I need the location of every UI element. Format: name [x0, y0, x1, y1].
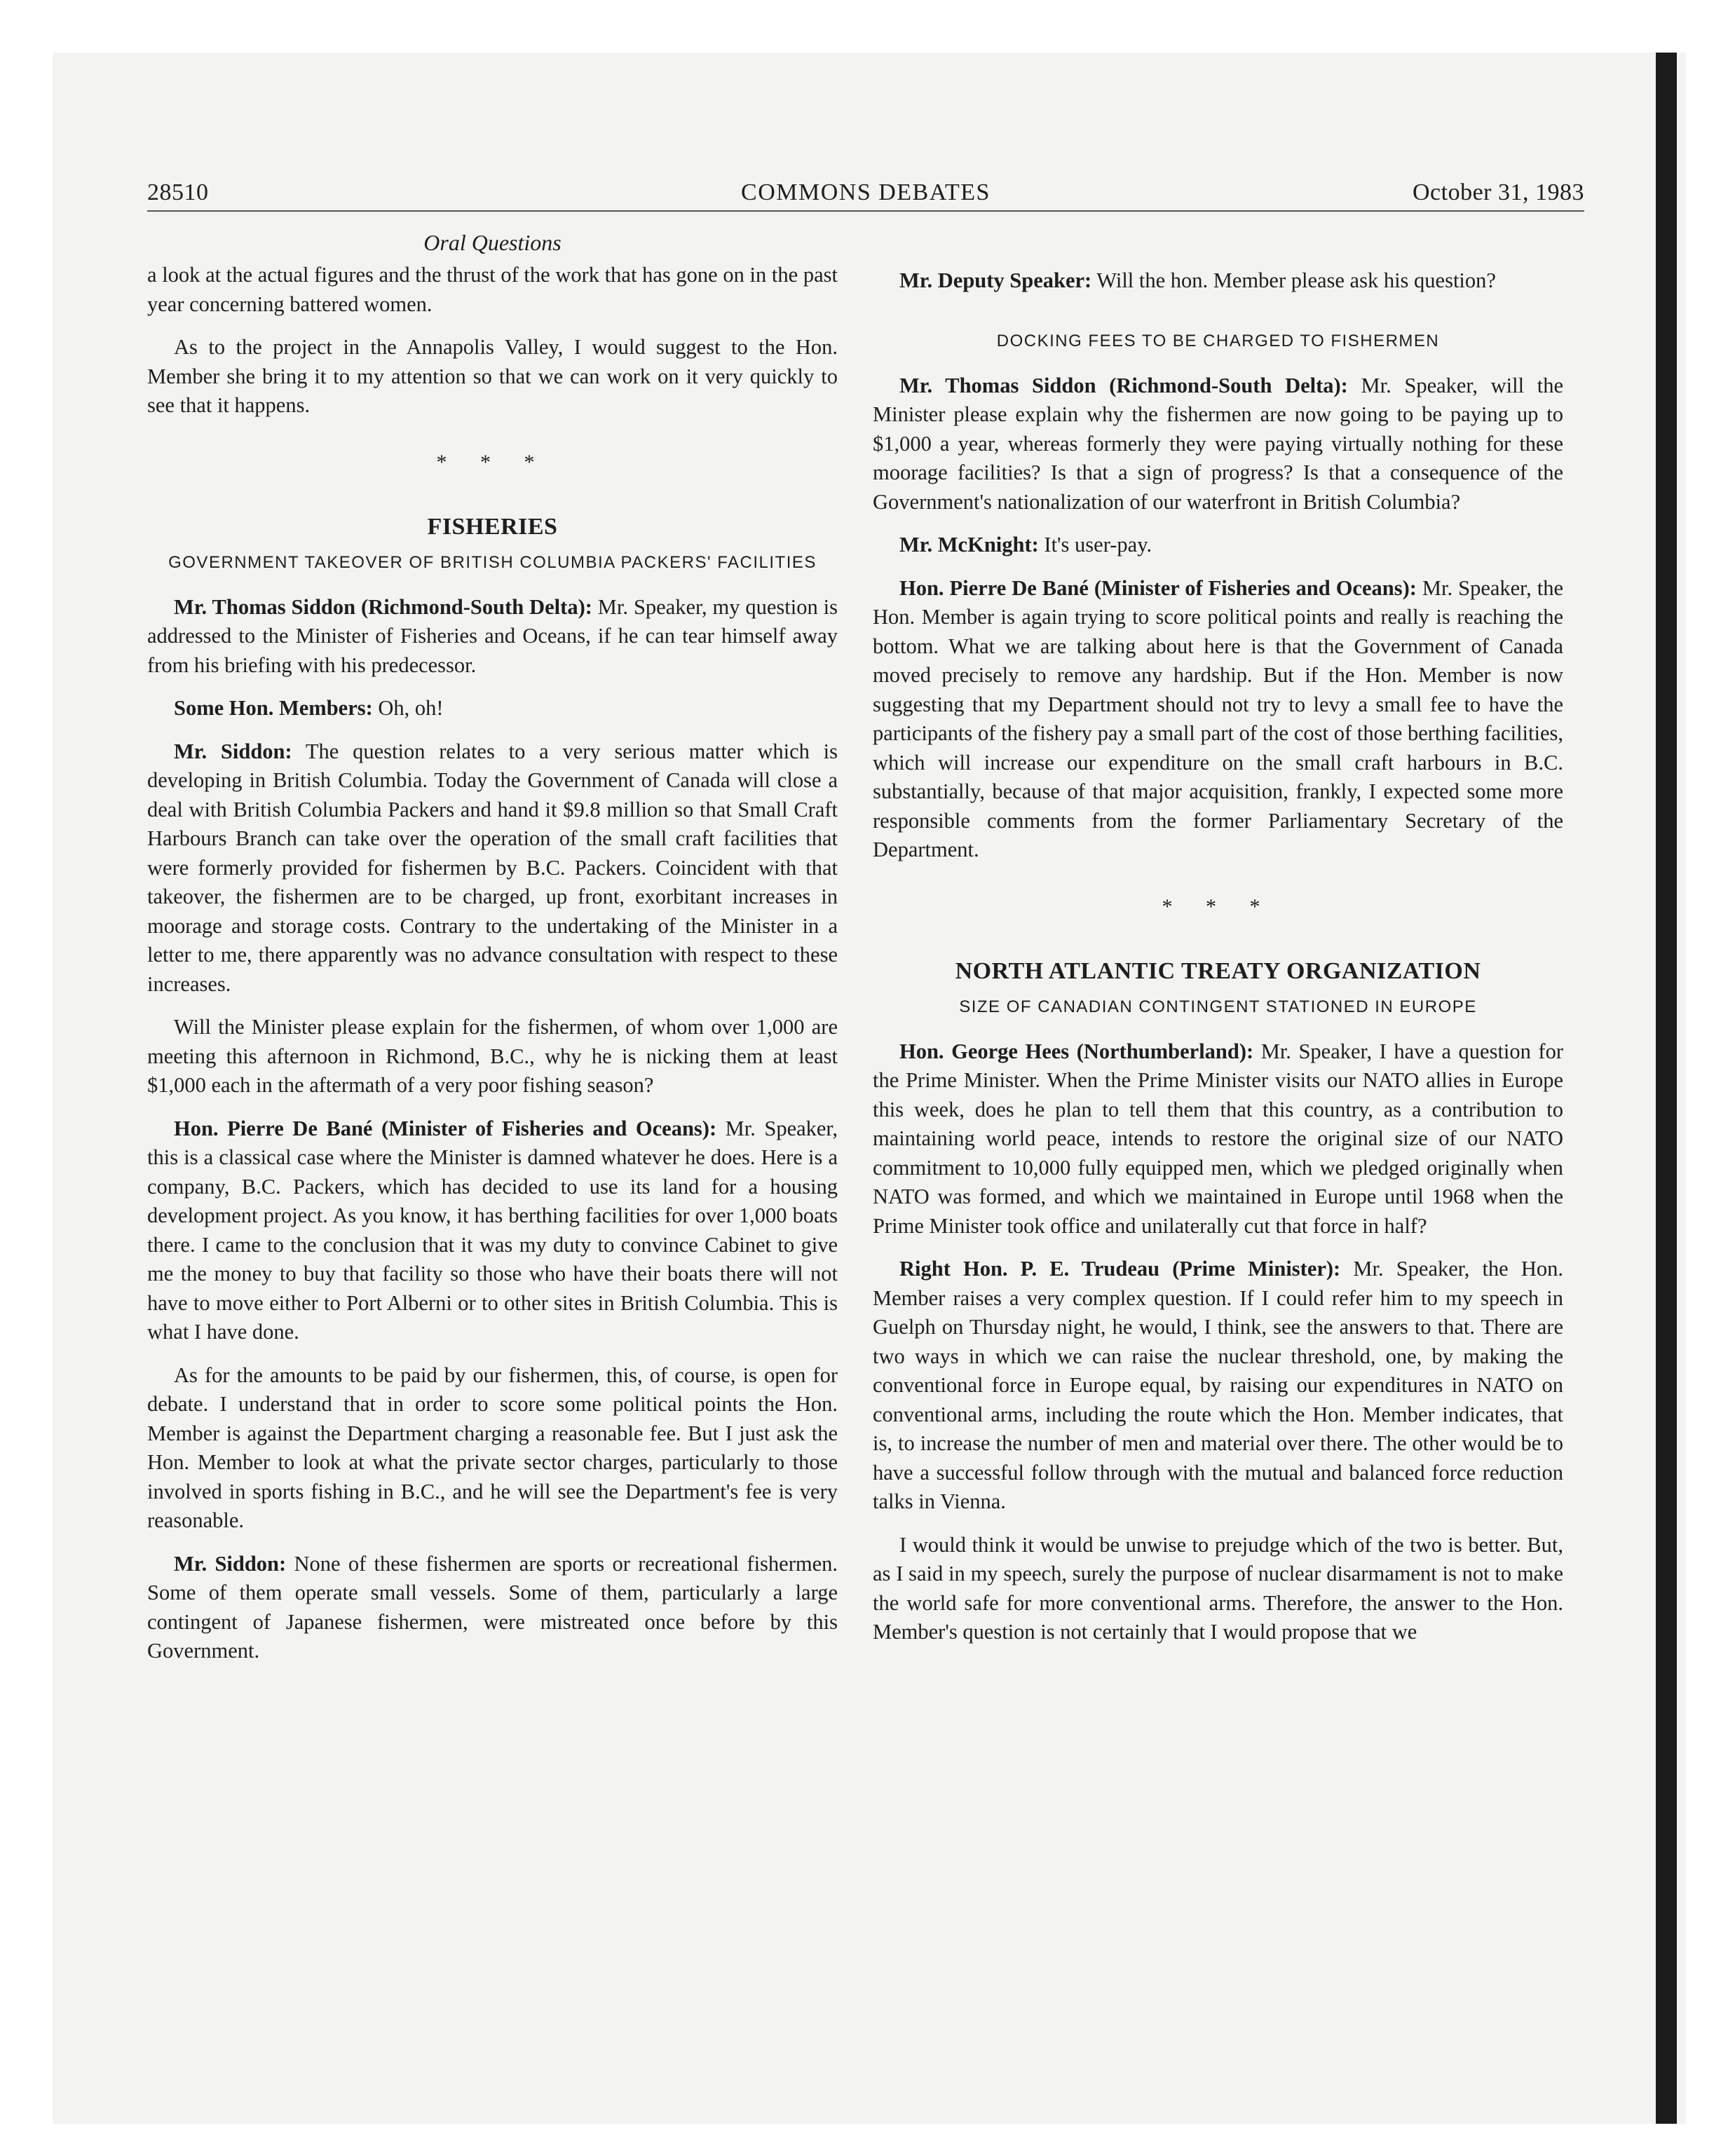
speaker-name: Some Hon. Members:: [174, 696, 373, 720]
speech-text: It's user-pay.: [1038, 533, 1152, 557]
speaker-name: Right Hon. P. E. Trudeau (Prime Minister):: [899, 1257, 1341, 1281]
speech-text: Mr. Speaker, the Hon. Member is again trying to score political points and really is reaching the bottom. What we are talking about here is that the Government of Canada moved precisely to remove any hardship. But if the Hon. Member is now suggesting that my Department should not try to levy a small fee to have the participants of the fishery pay a small part of the cost of those berthing facilities, which will increase our expenditure on the small craft harbours in B.C. substantially, because of that major acquisition, frankly, I expected some more responsible comments from the former Parliamentary Secretary of the Department.: [873, 575, 1563, 861]
speaker-name: Mr. Siddon:: [174, 1551, 287, 1576]
speech-paragraph: [873, 531, 1563, 560]
speech-text: Oh, oh!: [372, 696, 444, 720]
publication-title: COMMONS DEBATES: [741, 179, 991, 205]
section-title: NORTH ATLANTIC TREATY ORGANIZATION: [955, 957, 1481, 984]
left-column: [147, 224, 838, 1680]
speaker-name: Hon. Pierre De Bané (Minister of Fisheries and Oceans):: [174, 1116, 717, 1140]
speaker-name: Mr. Thomas Siddon (Richmond-South Delta):: [174, 594, 592, 619]
page-number: 28510: [147, 179, 209, 205]
section-title: FISHERIES: [427, 513, 558, 540]
speech-paragraph: [147, 593, 838, 681]
speaker-name: Hon. George Hees (Northumberland):: [899, 1039, 1254, 1063]
speech-paragraph: [873, 371, 1563, 517]
subheading: GOVERNMENT TAKEOVER OF BRITISH COLUMBIA PACKERS' FACILITIES: [168, 552, 817, 572]
speech-paragraph: [873, 574, 1563, 865]
scan-edge-bar: [1656, 53, 1677, 2124]
section-divider: * * *: [1162, 894, 1274, 918]
speech-text: Will the hon. Member please ask his question?: [1091, 268, 1496, 292]
paragraph: Will the Minister please explain for the fishermen, of whom over 1,000 are meeting this afternoon in Richmond, B.C., why he is nicking them at least $1,000 each in the aftermath of a very poor fishing season?: [147, 1015, 838, 1097]
publication-date: October 31, 1983: [1412, 179, 1584, 205]
running-head: Oral Questions: [423, 230, 562, 255]
speech-text: Mr. Speaker, will the Minister please explain why the fishermen are now going to be paying up to $1,000 a year, whereas formerly they were paying virtually nothing for these moorage facilities? Is that a sign of progress? Is that a consequence of the Government's nationalization of our waterfront in British Columbia?: [873, 373, 1564, 514]
speech-text: Mr. Speaker, this is a classical case where the Minister is damned whatever he does. Here is a company, B.C. Packers, which has decided to use its land for a housing development project. As you know, it has berthing facilities for over 1,000 boats there. I came to the conclusion that it was my duty to convince Cabinet to give me the money to buy that facility so those who have their boats there will not have to move either to Port Alberni or to other sites in British Columbia. This is what I have done.: [147, 1116, 838, 1344]
speaker-name: Hon. Pierre De Bané (Minister of Fisheries and Oceans):: [899, 575, 1417, 600]
speech-paragraph: [147, 1114, 838, 1347]
paragraph: I would think it would be unwise to prejudge which of the two is better. But, as I said in my speech, surely the purpose of nuclear disarmament is not to make the world safe for more conventional arms. Therefore, the answer to the Hon. Member's question is not certainly that I would propose that we: [873, 1532, 1563, 1644]
speech-paragraph: [147, 694, 838, 723]
paragraph: As to the project in the Annapolis Valley, I would suggest to the Hon. Member she bring it to my attention so that we can work on it very quickly to see that it happens.: [147, 335, 838, 417]
speaker-name: Mr. Siddon:: [174, 739, 292, 763]
speech-paragraph: [873, 1037, 1563, 1241]
speech-paragraph: [147, 737, 838, 999]
speaker-name: Mr. McKnight:: [899, 533, 1039, 557]
subheading: DOCKING FEES TO BE CHARGED TO FISHERMEN: [996, 331, 1440, 350]
right-column: [873, 266, 1563, 1661]
speech-text: The question relates to a very serious matter which is developing in British Columbia. Today the Government of Canada will close a deal with British Columbia Packers and hand it $9.8 million so that Small Craft Harbours Branch can take over the operation of the small craft facilities that were formerly provided for fishermen by B.C. Packers. Coincident with that takeover, the fishermen are to be charged, up front, exorbitant increases in moorage and storage costs. Contrary to the undertaking of the Minister in a letter to me, there apparently was no advance consultation with respect to these increases.: [147, 739, 838, 996]
paragraph: a look at the actual figures and the thrust of the work that has gone on in the past year concerning battered women.: [147, 263, 838, 316]
section-divider: * * *: [436, 450, 549, 474]
speech-paragraph: [147, 1550, 838, 1666]
paragraph: As for the amounts to be paid by our fishermen, this, of course, is open for debate. I understand that in order to score some political points the Hon. Member is against the Department charging a reasonable fee. But I just ask the Hon. Member to look at what the private sector charges, particularly to those involved in sports fishing in B.C., and he will see the Department's fee is very reasonable.: [147, 1363, 838, 1532]
speech-text: Mr. Speaker, I have a question for the Prime Minister. When the Prime Minister visits our NATO allies in Europe this week, does he plan to tell them that this country, as a contribution to maintaining world peace, intends to restore the original size of our NATO commitment to 10,000 fully equipped men, which we pledged originally when NATO was formed, and which we maintained in Europe until 1968 when the Prime Minister took office and unilaterally cut that force in half?: [873, 1039, 1563, 1238]
speech-paragraph: [873, 266, 1563, 296]
speaker-name: Mr. Deputy Speaker:: [899, 268, 1092, 292]
page-header: [147, 175, 1584, 212]
speaker-name: Mr. Thomas Siddon (Richmond-South Delta):: [899, 373, 1348, 397]
subheading: SIZE OF CANADIAN CONTINGENT STATIONED IN EUROPE: [959, 997, 1477, 1016]
speech-text: None of these fishermen are sports or recreational fishermen. Some of them operate small vessels. Some of them, particularly a large contingent of Japanese fishermen, were mistreated once before by this Government.: [147, 1551, 838, 1663]
speech-paragraph: [873, 1255, 1563, 1517]
speech-text: Mr. Speaker, my question is addressed to the Minister of Fisheries and Oceans, if he can tear himself away from his briefing with his predecessor.: [147, 594, 838, 677]
speech-text: Mr. Speaker, the Hon. Member raises a very complex question. If I could refer him to my speech in Guelph on Thursday night, he would, I think, see the answers to that. There are two ways in which we can raise the nuclear threshold, one, by making the conventional force in Europe equal, by raising our expenditures in NATO on conventional arms, including the route which the Hon. Member indicates, that is, to increase the number of men and material over there. The other would be to have a successful follow through with the mutual and balanced force reduction talks in Vienna.: [873, 1257, 1563, 1513]
